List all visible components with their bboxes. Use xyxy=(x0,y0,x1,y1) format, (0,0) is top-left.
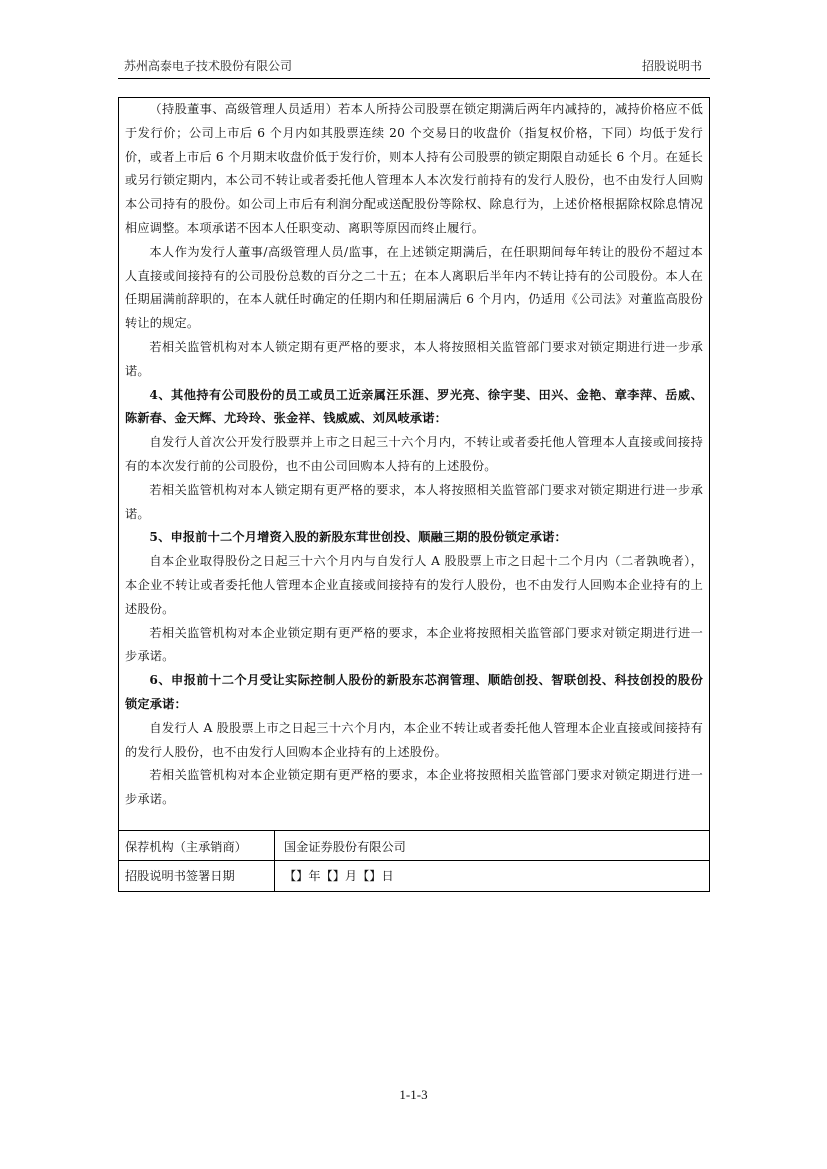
paragraph: 若相关监管机构对本人锁定期有更严格的要求，本人将按照相关监管部门要求对锁定期进行进一步承诺。 xyxy=(125,339,703,378)
table-top-border xyxy=(119,830,709,831)
table-column-divider xyxy=(274,830,275,892)
table-row-divider xyxy=(119,860,709,861)
document-type: 招股说明书 xyxy=(641,59,702,73)
section-heading-4: 4、其他持有公司股份的员工或员工近亲属汪乐涯、罗光亮、徐宇斐、田兴、金艳、章李萍、岳威、陈新春、金天辉、尤玲玲、张金祥、钱威威、刘凤岐承诺： xyxy=(125,387,703,426)
paragraph: 本人作为发行人董事/高级管理人员/监事，在上述锁定期满后，在任职期间每年转让的股份不超过本人直接或间接持有的公司股份总数的百分之二十五；在本人离职后半年内不转让持有的公司股份。本人在任期届满前辞职的，在本人就任时确定的任期内和任期届满后 6 个月内，仍适用《公司法》对董监高股份转让的规定。 xyxy=(125,244,703,331)
paragraph: 自本企业取得股份之日起三十六个月内与自发行人 A 股股票上市之日起十二个月内（二者孰晚者），本企业不转让或者委托他人管理本企业直接或间接持有的发行人股份，也不由发行人回购本企业持有的上述股份。 xyxy=(125,554,703,616)
sponsor-label: 保荐机构（主承销商） xyxy=(125,840,247,854)
signing-date-value: 【】年【】月【】日 xyxy=(284,869,394,883)
page-number: 1-1-3 xyxy=(399,1087,428,1102)
paragraph: 自发行人首次公开发行股票并上市之日起三十六个月内，不转让或者委托他人管理本人直接或间接持有的本次发行前的公司股份，也不由公司回购本人持有的上述股份。 xyxy=(125,435,703,473)
section-heading-6: 6、申报前十二个月受让实际控制人股份的新股东芯润管理、顺皓创投、智联创投、科技创投的股份锁定承诺： xyxy=(125,673,703,711)
paragraph: 若相关监管机构对本人锁定期有更严格的要求，本人将按照相关监管部门要求对锁定期进行进一步承诺。 xyxy=(125,482,703,521)
paragraph: 若相关监管机构对本企业锁定期有更严格的要求，本企业将按照相关监管部门要求对锁定期进行进一步承诺。 xyxy=(125,625,703,664)
company-name: 苏州高泰电子技术股份有限公司 xyxy=(124,59,293,73)
paragraph: 若相关监管机构对本企业锁定期有更严格的要求，本企业将按照相关监管部门要求对锁定期进行进一步承诺。 xyxy=(125,768,703,807)
sponsor-value: 国金证券股份有限公司 xyxy=(284,840,406,854)
paragraph: 自发行人 A 股股票上市之日起三十六个月内，本企业不转让或者委托他人管理本企业直接或间接持有的发行人股份，也不由发行人回购本企业持有的上述股份。 xyxy=(125,720,703,759)
content-box xyxy=(118,97,710,892)
signing-date-label: 招股说明书签署日期 xyxy=(125,869,235,883)
section-heading-5: 5、申报前十二个月增资入股的新股东茸世创投、顺融三期的股份锁定承诺： xyxy=(149,530,567,545)
commitment-text xyxy=(125,98,703,812)
header-divider xyxy=(118,78,710,79)
page-header xyxy=(118,57,708,79)
paragraph: （持股董事、高级管理人员适用）若本人所持公司股票在锁定期满后两年内减持的，减持价格应不低于发行价；公司上市后 6 个月内如其股票连续 20 个交易日的收盘价（指复权价格，下同）均低于发行价，或者上市后 6 个月期末收盘价低于发行价，则本人持有公司股票的锁定期限自动延长 6 个月。在延长或另行锁定期内，本公司不转让或者委托他人管理本人本次发行前持有的发行人股份，也不由发行人回购本公司持有的股份。如公司上市后有利润分配或送配股份等除权、除息行为，上述价格根据除权除息情况相应调整。本项承诺不因本人任职变动、离职等原因而终止履行。 xyxy=(125,102,703,235)
